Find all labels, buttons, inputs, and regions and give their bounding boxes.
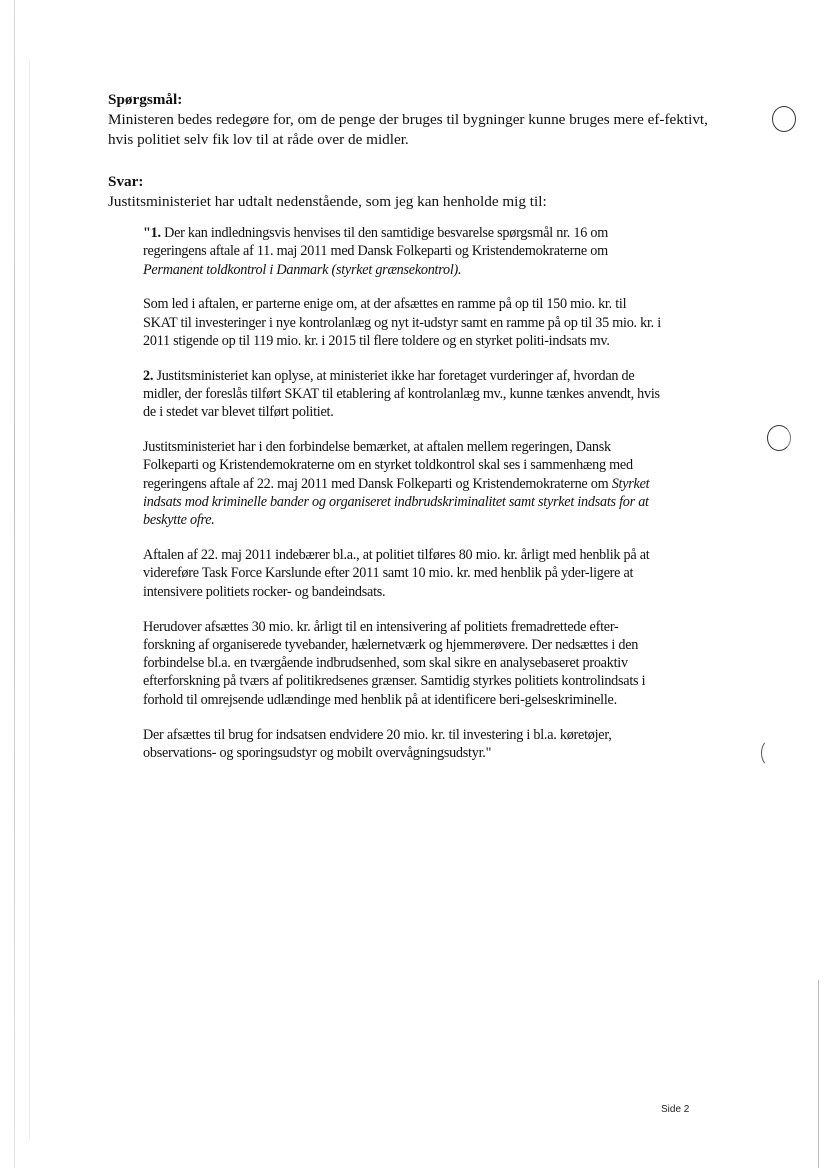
quote-paragraph-6: Herudover afsættes 30 mio. kr. årligt til en intensivering af politiets fremadrettede efter-forskning af organiserede tyvebander, hælernetværk og hjemmerøvere. Der nedsættes i den forbindelse bl.a. en tværgående indbrudsenhed, som skal sikre en analysebaseret proaktiv efterforskning på tværs af politikredsenes grænser. Samtidig styrkes politiets kontrolindsats i forhold til omrejsende udlændinge med henblik på at identificere beri-gelseskriminelle. <box>143 618 646 708</box>
quote-paragraph-5: Aftalen af 22. maj 2011 indebærer bl.a., at politiet tilføres 80 mio. kr. årligt med henblik på at videreføre Task Force Karslunde efter 2011 samt 10 mio. kr. med henblik på yder-ligere at intensivere politiets rocker- og bandeindsats. <box>143 547 650 600</box>
question-text: Ministeren bedes redegøre for, om de penge der bruges til bygninger kunne bruges mere ef-fektivt, hvis politiet selv fik lov til at råde over de midler. <box>108 111 708 148</box>
answer-intro: Justitsministeriet har udtalt nedenstående, som jeg kan henholde mig til: <box>108 193 547 210</box>
quote-paragraph-7: Der afsættes til brug for indsatsen endvidere 20 mio. kr. til investering i bl.a. køretøjer, observations- og sporingsudstyr og mobilt overvågningsudstyr." <box>143 726 612 761</box>
quote-paragraph-3: 2. Justitsministeriet kan oplyse, at ministeriet ikke har foretaget vurderinger af, hvordan de midler, der foreslås tilført SKAT til etablering af kontrolanlæg mv., kunne tænkes anvendt, hvis de i stedet var blevet tilført politiet. <box>143 367 660 421</box>
scan-edge-line <box>29 60 30 1140</box>
scan-edge-line <box>14 0 15 1168</box>
section-number: 2. <box>143 367 154 384</box>
scan-edge-line <box>818 980 819 1168</box>
question-heading: Spørgsmål: <box>108 91 183 108</box>
punch-hole-icon <box>767 425 791 451</box>
question-answer-section <box>108 90 713 212</box>
quote-paragraph-4: Justitsministeriet har i den forbindelse bemærket, at aftalen mellem regeringen, Dansk Folkeparti og Kristendemokraterne om en styrket toldkontrol skal ses i sammenhæng med regeringens aftale af 22. maj 2011 med Dansk Folkeparti og Kristendemokraterne om Styrket indsats mod kriminelle bander og organiseret indbrudskriminalitet samt styrket indsats for at beskytte ofre. <box>143 439 650 529</box>
quoted-statement <box>143 224 663 779</box>
punch-hole-icon <box>772 106 796 132</box>
agreement-title: Permanent toldkontrol i Danmark (styrket grænsekontrol). <box>143 261 462 278</box>
agreement-title: Styrket indsats mod kriminelle bander og organiseret indbrudskriminalitet samt styrket indsats for at beskytte ofre. <box>143 475 650 529</box>
quote-paragraph-2: Som led i aftalen, er parterne enige om, at der afsættes en ramme på op til 150 mio. kr. til SKAT til investeringer i nye kontrolanlæg og nyt it-udstyr samt en ramme på op til 35 mio. kr. i 2011 stigende op til 119 mio. kr. i 2015 til flere toldere og en styrket politi-indsats mv. <box>143 296 661 349</box>
question-block <box>108 90 713 150</box>
page-number: Side 2 <box>661 1104 690 1115</box>
section-number: 1. <box>150 225 161 241</box>
punch-hole-icon <box>761 739 781 767</box>
answer-heading: Svar: <box>108 173 144 190</box>
quote-paragraph-1: "1. Der kan indledningsvis henvises til den samtidige besvarelse spørgsmål nr. 16 om regeringens aftale af 11. maj 2011 med Dansk Folkeparti og Kristendemokraterne om Permanent toldkontrol i Danmark (styrket grænsekontrol). <box>143 225 608 278</box>
answer-block <box>108 172 713 212</box>
